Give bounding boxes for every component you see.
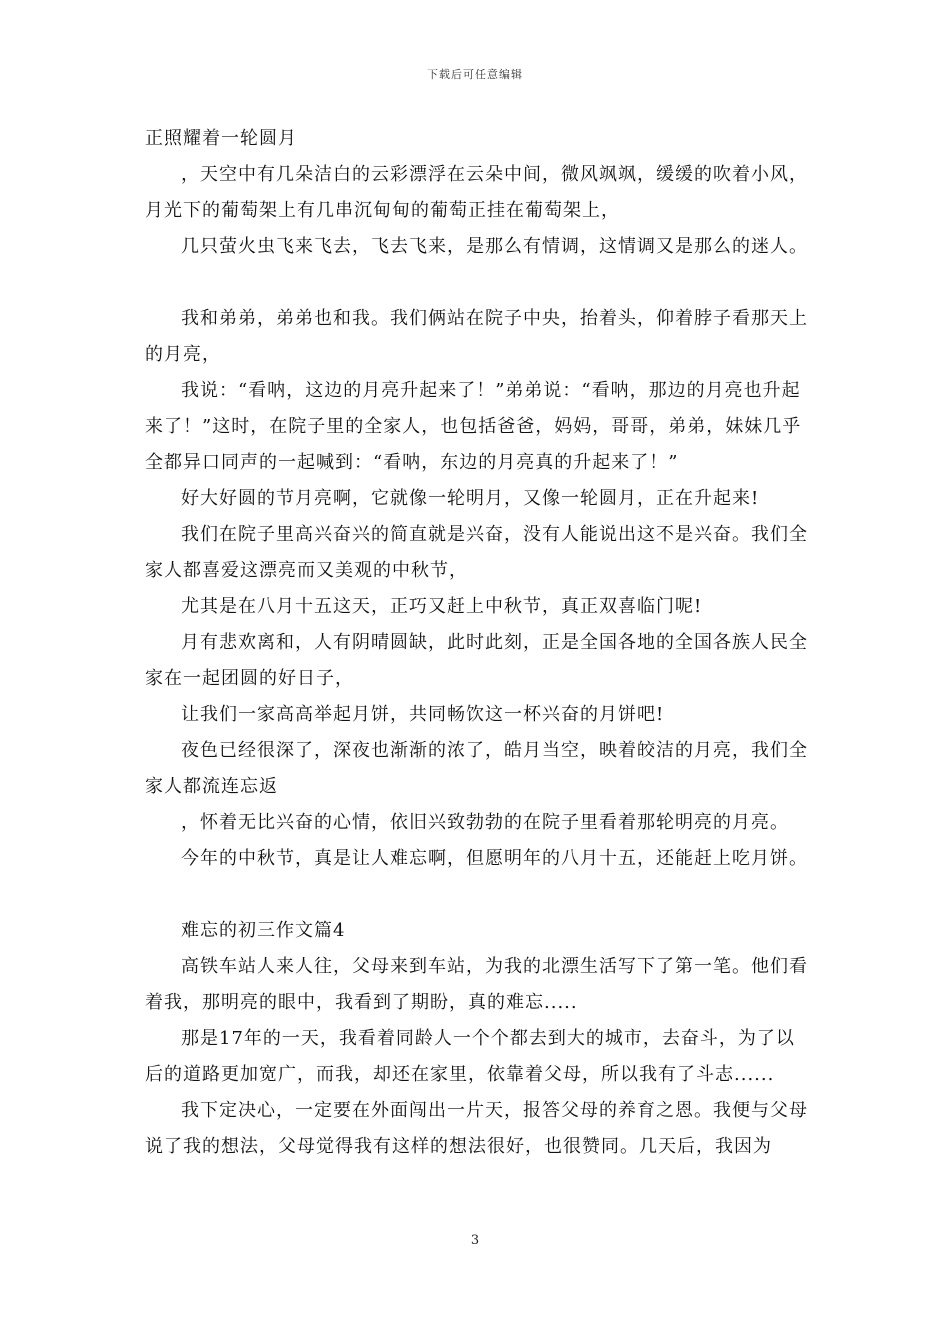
page-header: 下载后可任意编辑 bbox=[427, 68, 523, 81]
paragraph: 好大好圆的节月亮啊，它就像一轮明月，又像一轮圆月，正在升起来! bbox=[181, 488, 760, 509]
paragraph: 我和弟弟，弟弟也和我。我们俩站在院子中央，抬着头，仰着脖子看那天上的月亮， bbox=[145, 308, 808, 365]
paragraph: 高铁车站人来人往，父母来到车站，为我的北漂生活写下了第一笔。他们看着我，那明亮的眼中，我看到了期盼，真的难忘..... bbox=[145, 956, 808, 1013]
paragraph: ，天空中有几朵洁白的云彩漂浮在云朵中间，微风飒飒，缓缓的吹着小风，月光下的葡萄架上有几串沉甸甸的葡萄正挂在葡萄架上， bbox=[145, 164, 808, 221]
paragraph: 几只萤火虫飞来飞去，飞去飞来，是那么有情调，这情调又是那么的迷人。 bbox=[181, 236, 808, 257]
paragraph: 我说：“看呐，这边的月亮升起来了！”弟弟说：“看呐，那边的月亮也升起来了！”这时，在院子里的全家人，也包括爸爸，妈妈，哥哥，弟弟，妹妹几乎全都异口同声的一起喊到：“看呐，东边的月亮真的升起来了！” bbox=[145, 380, 802, 473]
paragraph: 让我们一家高高举起月饼，共同畅饮这一杯兴奋的月饼吧! bbox=[181, 704, 665, 725]
paragraph: 今年的中秋节，真是让人难忘啊，但愿明年的八月十五，还能赶上吃月饼。 bbox=[181, 848, 808, 869]
paragraph: 正照耀着一轮圆月 bbox=[145, 128, 297, 149]
paragraph-gap bbox=[145, 877, 813, 913]
page-number: 3 bbox=[470, 1233, 480, 1248]
paragraph-gap bbox=[145, 265, 813, 301]
section-heading: 难忘的初三作文篇4 bbox=[181, 920, 346, 941]
paragraph: 尤其是在八月十五这天，正巧又赶上中秋节，真正双喜临门呢! bbox=[181, 596, 703, 617]
paragraph: 月有悲欢离和，人有阴晴圆缺，此时此刻，正是全国各地的全国各族人民全家在一起团圆的好日子， bbox=[145, 632, 808, 689]
paragraph: 我下定决心，一定要在外面闯出一片天，报答父母的养育之恩。我便与父母说了我的想法，父母觉得我有这样的想法很好，也很赞同。几天后，我因为 bbox=[145, 1100, 808, 1157]
paragraph: 夜色已经很深了，深夜也渐渐的浓了，皓月当空，映着皎洁的月亮，我们全家人都流连忘返 bbox=[145, 740, 808, 797]
paragraph: ，怀着无比兴奋的心情，依旧兴致勃勃的在院子里看着那轮明亮的月亮。 bbox=[181, 812, 789, 833]
document-body bbox=[145, 121, 813, 1165]
paragraph: 那是17年的一天，我看着同龄人一个个都去到大的城市，去奋斗，为了以后的道路更加宽广，而我，却还在家里，依靠着父母，所以我有了斗志...... bbox=[145, 1028, 795, 1085]
paragraph: 我们在院子里高兴奋兴的简直就是兴奋，没有人能说出这不是兴奋。我们全家人都喜爱这漂亮而又美观的中秋节， bbox=[145, 524, 808, 581]
